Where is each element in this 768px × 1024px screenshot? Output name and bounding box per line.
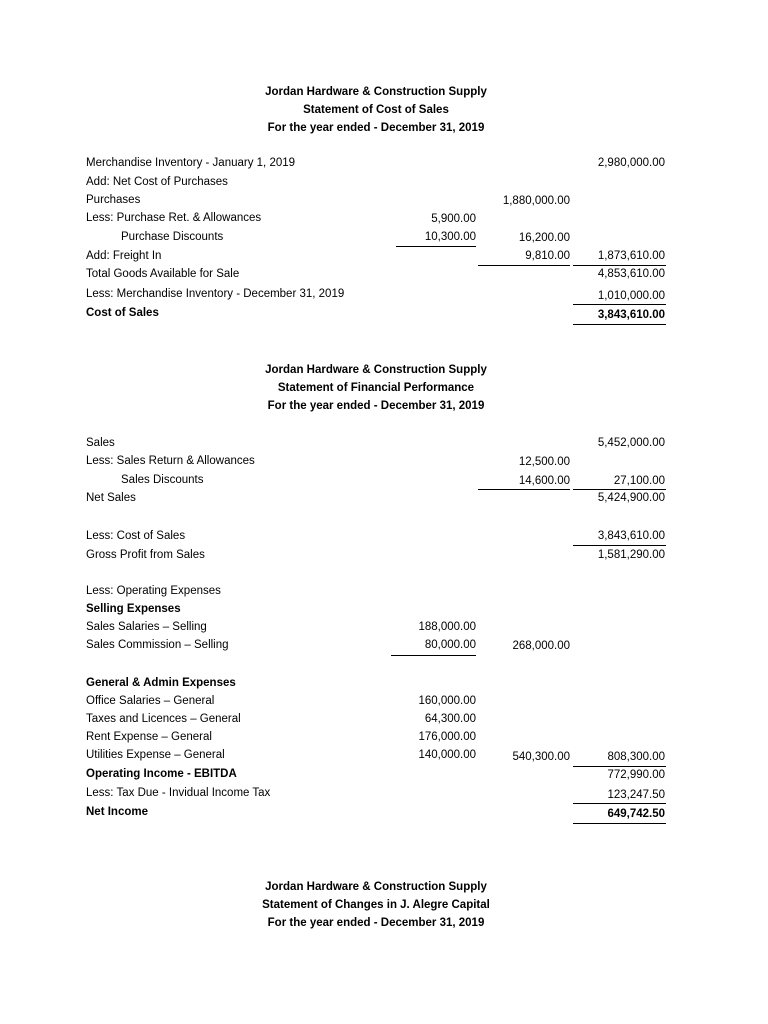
underline [573,803,666,804]
sfp-row-label: Sales Commission – Selling [86,639,229,651]
cos-row-value: 1,010,000.00 [597,290,665,302]
sfp-row-label: Net Income [86,806,148,818]
cos-row-label: Total Goods Available for Sale [86,268,240,280]
double-underline [573,324,666,325]
cos-row-label: Add: Freight In [86,250,162,262]
scc-period: For the year ended - December 31, 2019 [267,917,485,929]
sfp-company-name: Jordan Hardware & Construction Supply [265,364,487,376]
sfp-row-value: 140,000.00 [418,749,476,761]
scc-statement-title: Statement of Changes in J. Alegre Capital [262,899,490,911]
sfp-net-income-value: 649,742.50 [607,808,665,820]
sfp-row-label: Utilities Expense – General [86,749,225,761]
sfp-row-value: 64,300.00 [424,713,476,725]
underline [478,265,570,266]
sfp-row-label: Less: Sales Return & Allowances [86,455,255,467]
sfp-section-label: Selling Expenses [86,603,181,615]
sfp-row-label: Less: Cost of Sales [86,530,186,542]
cos-row-label: Add: Net Cost of Purchases [86,176,228,188]
sfp-row-value: 5,452,000.00 [597,437,665,449]
sfp-row-label: Sales Discounts [121,474,204,486]
underline [573,766,666,767]
cos-row-value: 16,200.00 [518,232,570,244]
sfp-row-value: 3,843,610.00 [597,530,665,542]
cos-row-label: Merchandise Inventory - January 1, 2019 [86,157,296,169]
cos-company-name: Jordan Hardware & Construction Supply [265,86,487,98]
cos-row-label: Less: Merchandise Inventory - December 31, 2019 [86,288,345,300]
sfp-row-value: 540,300.00 [512,751,570,763]
double-underline [573,823,666,824]
underline [391,655,476,656]
scc-company-name: Jordan Hardware & Construction Supply [265,881,487,893]
sfp-row-value: 268,000.00 [512,640,570,652]
cos-row-value: 5,900.00 [431,213,476,225]
cos-row-value: 2,980,000.00 [597,157,665,169]
cos-row-label: Less: Purchase Ret. & Allowances [86,212,262,224]
sfp-row-value: 188,000.00 [418,621,476,633]
sfp-row-value: 808,300.00 [607,751,665,763]
cos-row-value: 10,300.00 [424,231,476,243]
sfp-row-label: Net Sales [86,492,136,504]
cos-row-value: 4,853,610.00 [597,268,665,280]
sfp-row-label: Operating Income - EBITDA [86,768,237,780]
underline [573,265,666,266]
underline [573,545,666,546]
sfp-row-value: 14,600.00 [518,475,570,487]
sfp-row-label: Less: Tax Due - Invidual Income Tax [86,787,271,799]
sfp-row-value: 160,000.00 [418,695,476,707]
cos-row-label: Purchases [86,194,141,206]
sfp-row-value: 772,990.00 [607,769,665,781]
sfp-period: For the year ended - December 31, 2019 [267,400,485,412]
cos-row-value: 9,810.00 [525,250,570,262]
sfp-row-label: Gross Profit from Sales [86,549,205,561]
sfp-row-value: 176,000.00 [418,731,476,743]
sfp-row-value: 5,424,900.00 [597,492,665,504]
cos-period: For the year ended - December 31, 2019 [267,122,485,134]
sfp-section-label: General & Admin Expenses [86,677,236,689]
sfp-row-label: Less: Operating Expenses [86,585,221,597]
sfp-row-label: Sales [86,437,115,449]
sfp-row-label: Taxes and Licences – General [86,713,241,725]
sfp-row-value: 27,100.00 [613,475,665,487]
cos-statement-title: Statement of Cost of Sales [303,104,449,116]
cos-row-value: 1,873,610.00 [597,250,665,262]
sfp-row-value: 123,247.50 [607,789,665,801]
sfp-row-value: 1,581,290.00 [597,549,665,561]
sfp-row-label: Sales Salaries – Selling [86,621,207,633]
cos-row-label: Purchase Discounts [121,231,224,243]
sfp-row-value: 12,500.00 [518,456,570,468]
sfp-row-label: Rent Expense – General [86,731,212,743]
cos-row-value: 1,880,000.00 [502,195,570,207]
underline [478,489,570,490]
sfp-row-value: 80,000.00 [424,639,476,651]
underline [573,304,666,305]
cos-total-value: 3,843,610.00 [597,309,665,321]
underline [396,246,476,247]
sfp-statement-title: Statement of Financial Performance [277,382,475,394]
underline [573,489,666,490]
sfp-row-label: Office Salaries – General [86,695,215,707]
cos-row-label: Cost of Sales [86,307,159,319]
